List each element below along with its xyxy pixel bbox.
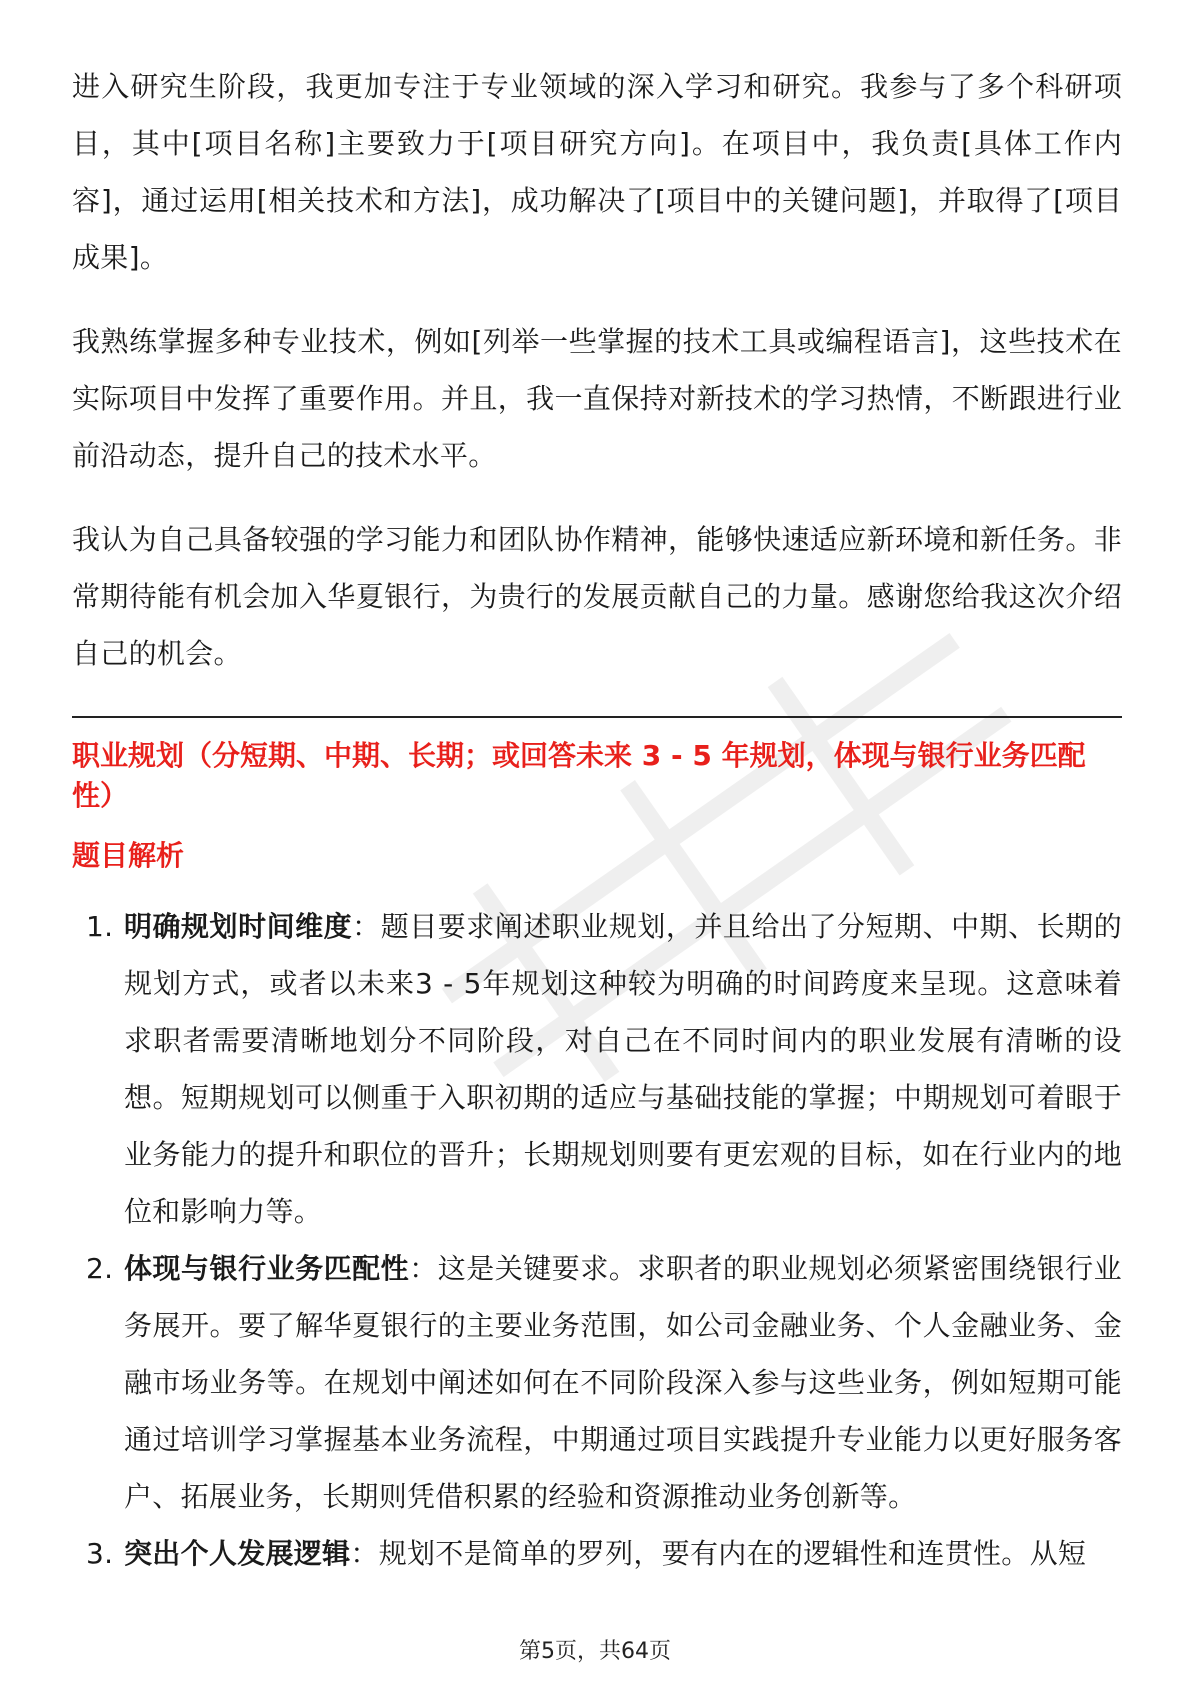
list-number: 1. <box>86 910 114 943</box>
section-subtitle: 题目解析 <box>72 839 185 872</box>
list-number: 2. <box>86 1252 114 1285</box>
page-footer: 第5页，共64页 <box>519 1639 671 1664</box>
analysis-list <box>72 898 1122 1582</box>
list-item <box>72 1240 1122 1525</box>
paragraph-research: 进入研究生阶段，我更加专注于专业领域的深入学习和研究。我参与了多个科研项目，其中[项目名称]主要致力于[项目研究方向]。在项目中，我负责[具体工作内容]，通过运用[相关技术和方法]，成功解决了[项目中的关键问题]，并取得了[项目成果]。 <box>72 70 1122 274</box>
list-item <box>72 898 1122 1240</box>
paragraph-skills: 我熟练掌握多种专业技术，例如[列举一些掌握的技术工具或编程语言]，这些技术在实际项目中发挥了重要作用。并且，我一直保持对新技术的学习热情，不断跟进行业前沿动态，提升自己的技术水平。 <box>72 325 1122 472</box>
page-content <box>72 58 1122 1582</box>
list-item-text: ：题目要求阐述职业规划，并且给出了分短期、中期、长期的规划方式，或者以未来3 - 5年规划这种较为明确的时间跨度来呈现。这意味着求职者需要清晰地划分不同阶段，对自己在不同时间内的职业发展有清晰的设想。短期规划可以侧重于入职初期的适应与基础技能的掌握；中期规划可着眼于业务能力的提升和职位的晋升；长期规划则要有更宏观的目标，如在行业内的地位和影响力等。 <box>124 910 1122 1228</box>
list-number: 3. <box>86 1537 114 1570</box>
section-divider <box>72 716 1122 718</box>
list-item-text: ：规划不是简单的罗列，要有内在的逻辑性和连贯性。从短 <box>350 1537 1087 1570</box>
list-item-text: ：这是关键要求。求职者的职业规划必须紧密围绕银行业务展开。要了解华夏银行的主要业务范围，如公司金融业务、个人金融业务、金融市场业务等。在规划中阐述如何在不同阶段深入参与这些业务，例如短期可能通过培训学习掌握基本业务流程，中期通过项目实践提升专业能力以更好服务客户、拓展业务，长期则凭借积累的经验和资源推动业务创新等。 <box>124 1252 1122 1513</box>
section-title: 职业规划（分短期、中期、长期；或回答未来 3 - 5 年规划，体现与银行业务匹配性） <box>72 739 1086 812</box>
paragraph-closing: 我认为自己具备较强的学习能力和团队协作精神，能够快速适应新环境和新任务。非常期待能有机会加入华夏银行，为贵行的发展贡献自己的力量。感谢您给我这次介绍自己的机会。 <box>72 523 1122 670</box>
list-item-heading: 明确规划时间维度 <box>124 910 353 943</box>
list-item-heading: 突出个人发展逻辑 <box>124 1537 351 1570</box>
list-item-heading: 体现与银行业务匹配性 <box>124 1252 410 1285</box>
list-item <box>72 1525 1122 1582</box>
